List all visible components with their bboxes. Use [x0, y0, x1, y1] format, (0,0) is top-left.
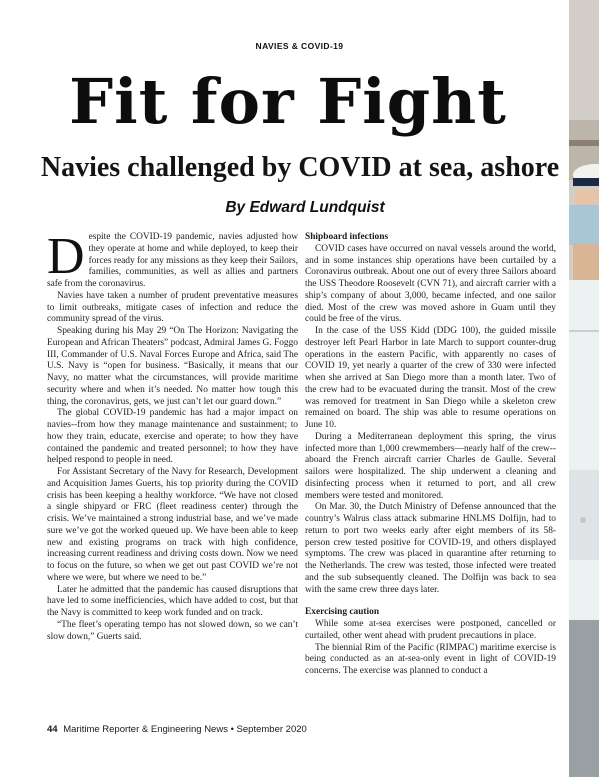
paragraph: While some at-sea exercises were postponed, cancelled or curtailed, other went ahead with prudent precautions in place. — [305, 619, 556, 641]
section-heading-exercising-caution: Exercising caution — [305, 607, 380, 618]
article-column-left — [47, 232, 298, 702]
publication-info: Maritime Reporter & Engineering News • September 2020 — [63, 724, 307, 735]
paragraph: On Mar. 30, the Dutch Ministry of Defense announced that the country’s Walrus class attack submarine HNLMS Dolfijn, had to return to port two weeks early after eight members of its 58-person crew tested positive for COVID-19, and others displayed symptoms. The crew was placed in quarantine after returning to the Netherlands. The crew was tested, those infected were treated and the sub subsequently cleaned. The Dolfijn was back to sea with the same crew three days later. — [305, 502, 556, 595]
byline: By Edward Lundquist — [225, 199, 385, 216]
paragraph: The biennial Rim of the Pacific (RIMPAC) maritime exercise is being conducted as an at-sea-only event in light of COVID-19 concerns. The exercise was planned to conduct a — [305, 642, 556, 676]
article-column-right — [305, 232, 556, 702]
page-footer — [47, 724, 447, 735]
paragraph: Later he admitted that the pandemic has caused disruptions that have led to some inefficiencies, which have added to cost, but that the Navy is committed to keep work funded and on track. — [47, 584, 298, 618]
drop-cap: D — [47, 232, 85, 285]
paragraph: The global COVID-19 pandemic has had a major impact on navies--from how they manage maintenance and sustainment; to how they train, educate, exercise and operate; to how they have contained the pandemic and treated personnel; to how they have helped respond to people in need. — [47, 408, 298, 466]
sailor-photo-art — [569, 0, 599, 777]
headline: Fit for Fight — [69, 65, 507, 138]
subheadline: Navies challenged by COVID at sea, ashore — [40, 152, 560, 183]
section-label: NAVIES & COVID-19 — [255, 41, 344, 51]
paragraph — [47, 232, 298, 291]
page-number: 44 — [47, 724, 58, 735]
paragraph: Speaking during his May 29 “On The Horizon: Navigating the European and African Theaters” podcast, Admiral James G. Foggo III, Commander of U.S. Naval Forces Europe and Africa, said The U.S. Navy is “open for business. “Basically, it means that our Navy, no matter what the circumstances, will provide maritime security where and when it’s needed. No matter how tough this thing, the coronavirus, gets, we just can’t let our guard down.” — [47, 326, 298, 407]
paragraph: Navies have taken a number of prudent preventative measures to limit outbreaks, mitigate cases of infection and reduce the community spread of the virus. — [47, 290, 298, 325]
paragraph: During a Mediterranean deployment this spring, the virus infected more than 1,000 crewmembers—nearly half of the crew-- aboard the French aircraft carrier Charles de Gaulle. Several sailors were hospitalized. The ship underwent a cleaning and disinfecting process when it returned to port, and all crew members were tested and monitored. — [305, 431, 556, 501]
paragraph: In the case of the USS Kidd (DDG 100), the guided missile destroyer left Pearl Harbor in late March to support counter-drug operations in the eastern Pacific, with apparently no cases of COVID 19, yet nearly a quarter of the crew of 330 were infected when she arrived at San Diego more than a month later. Two of the crew had to be evacuated during the transit. Most of the crew was removed for treatment in San Diego while a skeleton crew remained on board. The ship was able to resume operations on June 10. — [305, 326, 556, 430]
paragraph: For Assistant Secretary of the Navy for Research, Development and Acquisition James Guerts, his top priority during the COVID crisis has been keeping a healthy workforce. “We have not closed a single shipyard or FRC (fleet readiness center) through the crisis. We’ve maintained a strong industrial base, and we’ve made sure we’ve got the worked queued up. We have been able to keep new and existing programs on track with high confidence, increasing current readiness and driving costs down. Now we need to focus on the future, so when we get out past COVID we’re not where we were, but where we need to be.” — [47, 467, 298, 583]
paragraph: “The fleet’s operating tempo has not slowed down, so we can’t slow down,” Guerts said. — [47, 619, 298, 642]
section-heading-shipboard-infections: Shipboard infections — [305, 232, 389, 242]
paragraph-text: espite the COVID-19 pandemic, navies adjusted how they operate at home and while deployed, to keep their forces ready for any missions as they keep their Sailors, families, communities, as well as allies and partners safe from the coronavirus. — [47, 232, 298, 289]
sailor-photo — [569, 0, 599, 777]
paragraph: COVID cases have occurred on naval vessels around the world, and in some instances ship operations have been curtailed by a Coronavirus outbreak. About one out of every three Sailors aboard the USS Theodore Roosevelt (CVN 71), and aircraft carrier with a ship’s company of about 3,000, became infected, and one sailor died. Most of the crew was moved ashore in Guam until they could be free of the virus. — [305, 243, 556, 325]
